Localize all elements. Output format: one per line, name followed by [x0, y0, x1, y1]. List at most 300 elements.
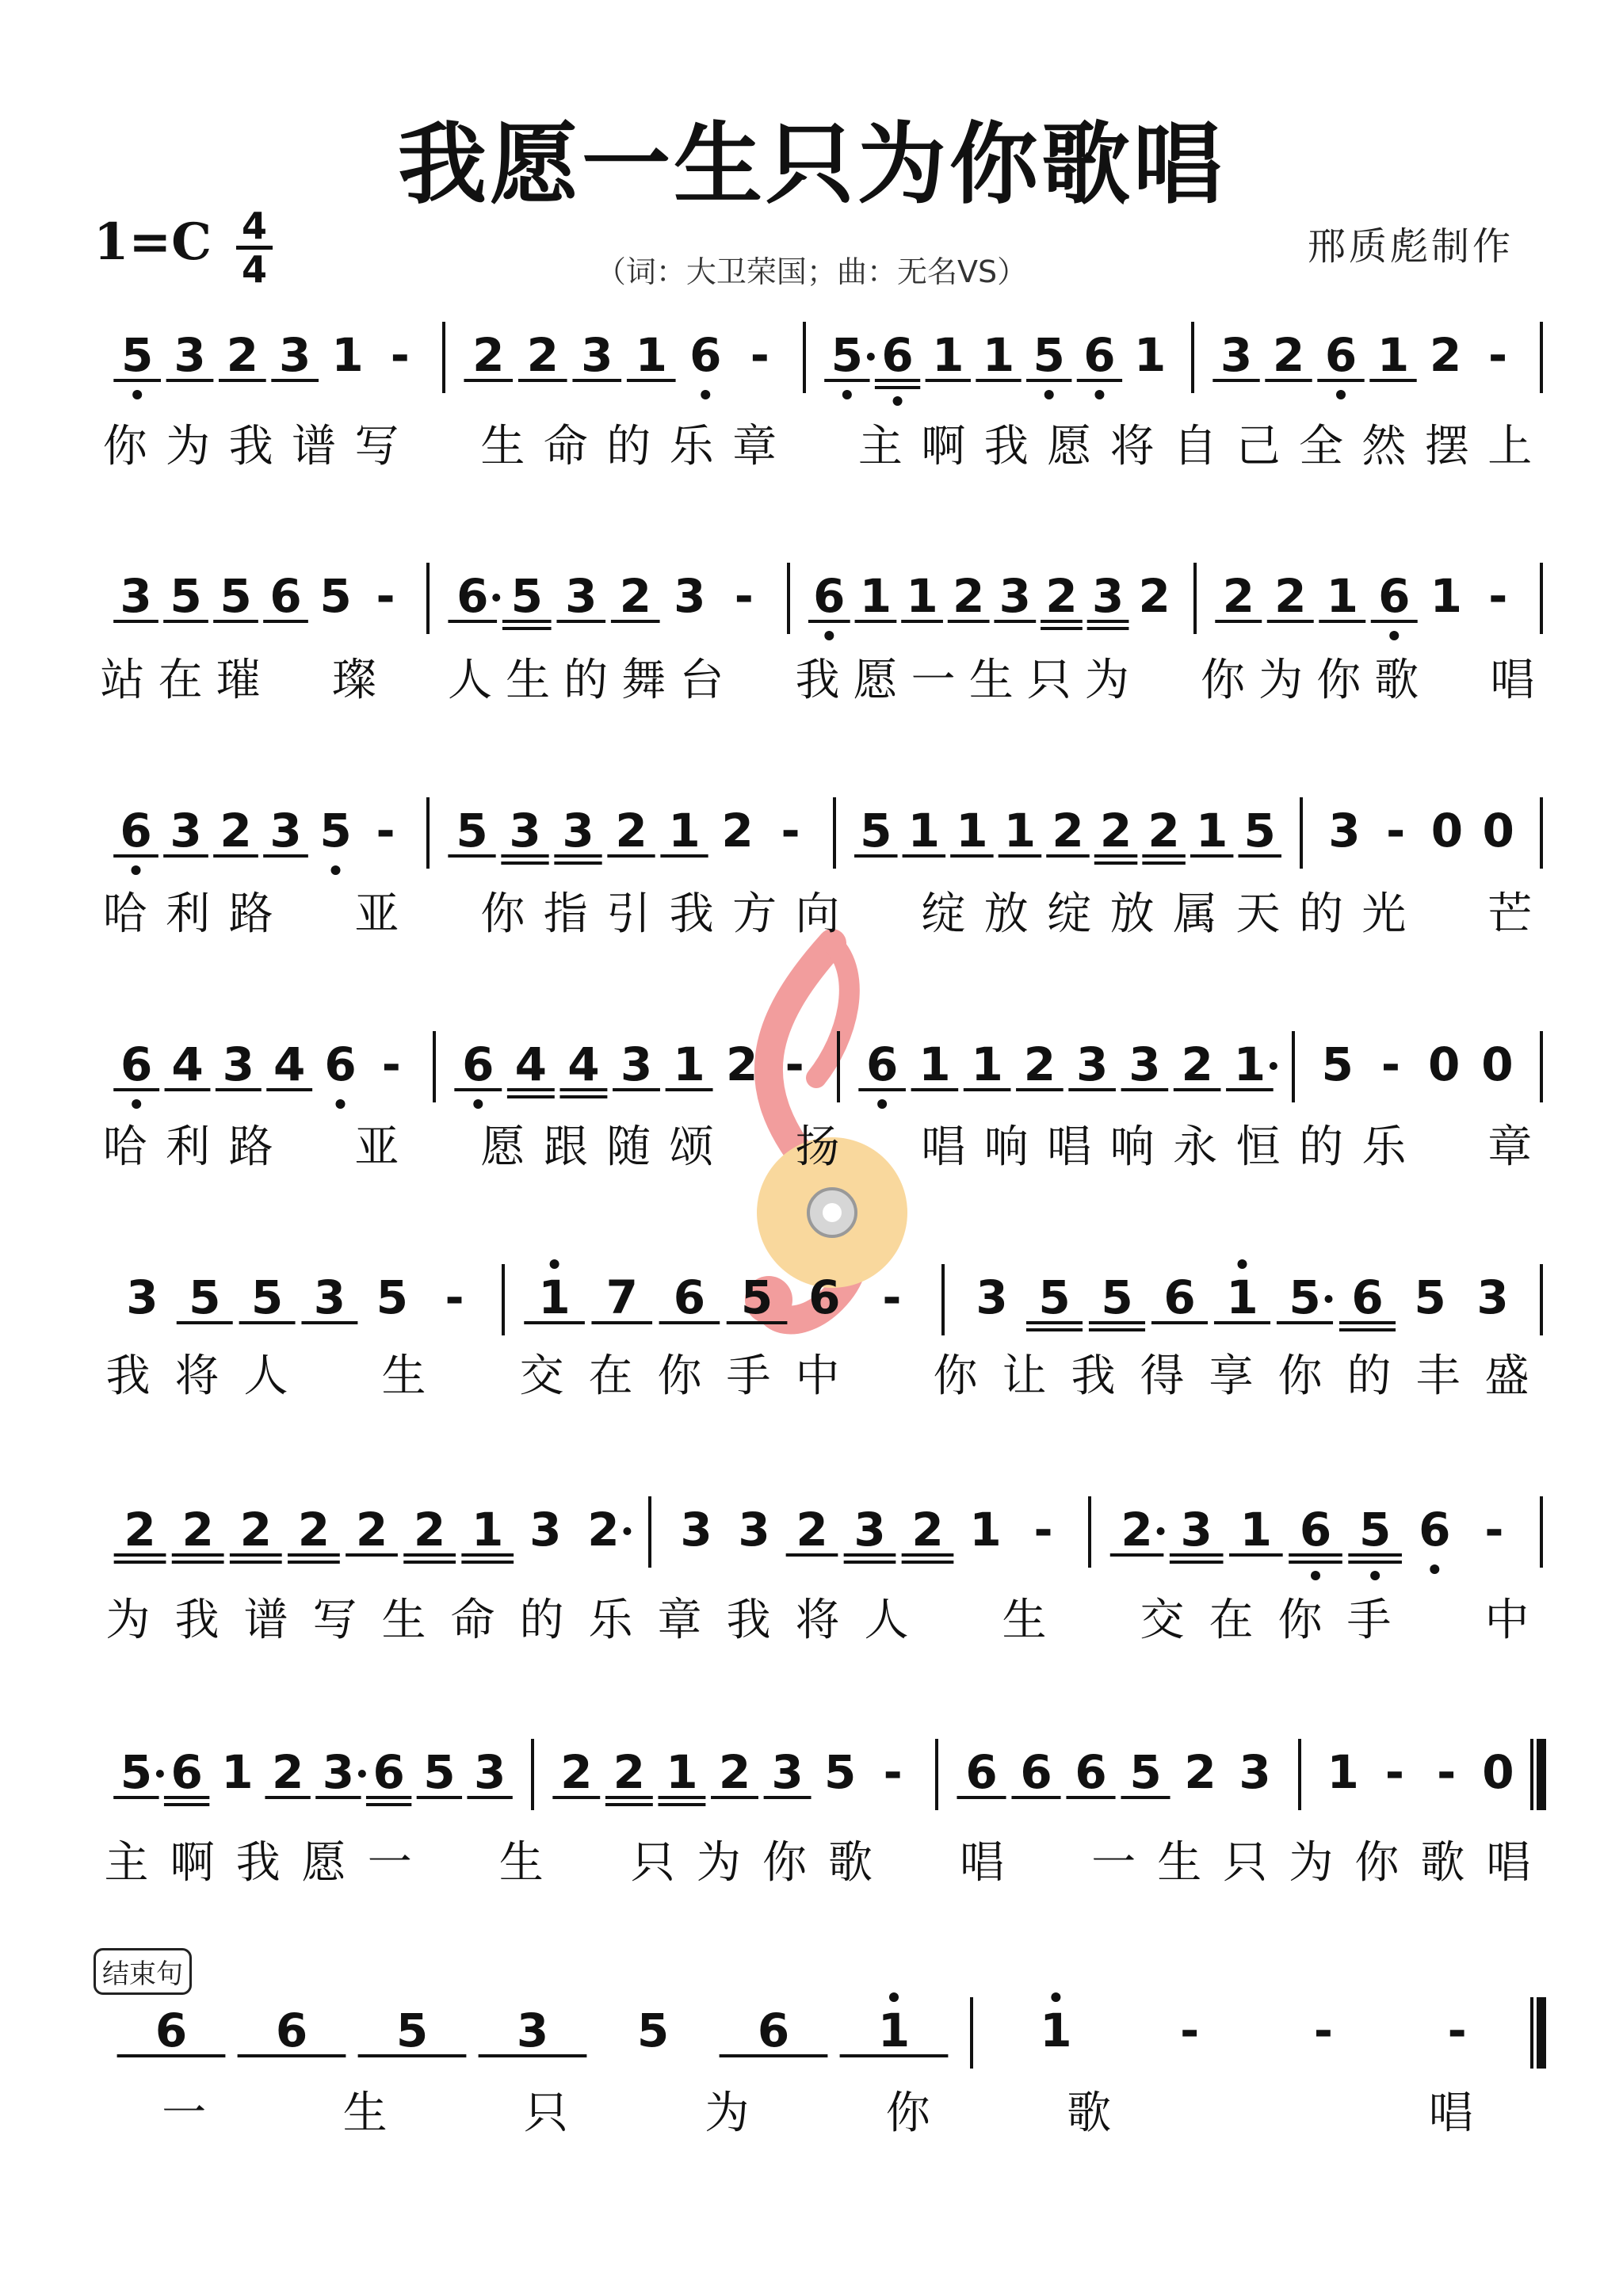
note: 6 [155, 2004, 188, 2057]
lyric-character: 哈 [102, 1121, 147, 1173]
lyric-character: 一 [162, 2088, 207, 2139]
note: - [376, 804, 395, 858]
augmentation-dot [156, 1770, 164, 1778]
lyric-character: 谱 [292, 421, 337, 472]
lyric-character: 唱 [1428, 2088, 1473, 2139]
note: 5 [1129, 1745, 1162, 1799]
lyric-character: 交 [519, 1350, 564, 1402]
lyric-character: 你 [1277, 1595, 1323, 1646]
lyric-character: 让 [1002, 1350, 1047, 1402]
lyric-character: 你 [480, 888, 525, 940]
augmentation-dot [1157, 1527, 1165, 1535]
lyric-character: 歌 [1374, 655, 1419, 706]
lyric-character: 自 [1173, 421, 1218, 472]
note: 3 [473, 1745, 506, 1799]
time-signature-top: 4 [241, 204, 267, 247]
note: 5 [1414, 1270, 1446, 1324]
lyric-character: 乐 [588, 1595, 633, 1646]
note: 6 [689, 328, 722, 382]
note: 5 [860, 804, 892, 858]
lyric-character: 方 [732, 888, 777, 940]
lyric-character: 你 [1201, 655, 1246, 706]
augmentation-dot [867, 353, 875, 361]
lyric-character: 乐 [1361, 1121, 1407, 1173]
lyric-character: 站 [100, 655, 145, 706]
note: 2 [1099, 804, 1132, 858]
note: 3 [126, 1270, 158, 1324]
lyric-character: 台 [679, 655, 724, 706]
lyric-character: 为 [1258, 655, 1304, 706]
low-octave-dot [1311, 1571, 1320, 1580]
note: - [390, 328, 410, 382]
note: 5 [120, 1745, 153, 1799]
lyric-character: 你 [933, 1350, 978, 1402]
note: 5 [423, 1745, 456, 1799]
note: 6 [324, 1037, 357, 1091]
note: 5 [823, 1745, 857, 1799]
note: 7 [605, 1270, 638, 1324]
lyric-character: 生 [968, 655, 1014, 706]
note: 1 [673, 1037, 705, 1091]
note: 5 [120, 328, 154, 382]
note: - [1487, 328, 1508, 382]
note: - [882, 1270, 902, 1324]
note: 6 [269, 569, 302, 623]
note: 6 [1299, 1503, 1332, 1557]
note: 1 [971, 1037, 1003, 1091]
lyric-character: 一 [911, 655, 956, 706]
note: 1 [1195, 804, 1228, 858]
note: 5 [319, 804, 352, 858]
low-octave-dot [331, 865, 341, 875]
note: 3 [562, 804, 594, 858]
credits-separator: ； [806, 254, 837, 289]
lyric-character: 路 [228, 1121, 273, 1173]
note: 2 [1222, 569, 1254, 623]
lyric-character: 我 [174, 1595, 220, 1646]
note: 2 [615, 804, 647, 858]
lyric-character: 乐 [669, 421, 714, 472]
note: 1 [969, 1503, 1002, 1557]
composer-label: 曲： [836, 254, 897, 289]
note: 2 [619, 569, 651, 623]
note: 2 [718, 1745, 751, 1799]
note: 3 [1128, 1037, 1161, 1091]
note: - [1386, 804, 1406, 858]
note: 6 [1378, 569, 1411, 623]
lyric-character: 永 [1173, 1121, 1218, 1173]
lyric-character: 只 [1026, 655, 1071, 706]
note: - [1447, 2004, 1467, 2057]
lyric-character: 章 [732, 421, 777, 472]
note: 6 [757, 2004, 790, 2057]
note: 2 [587, 1503, 620, 1557]
lyric-character: 主 [104, 1837, 149, 1889]
time-signature-bottom: 4 [241, 248, 267, 291]
note: 3 [278, 328, 311, 382]
lyric-character: 光 [1361, 888, 1407, 940]
note: 5 [220, 569, 252, 623]
note: 2 [226, 328, 259, 382]
lyric-character: 我 [669, 888, 714, 940]
low-octave-dot [877, 1099, 887, 1109]
lyric-character: 响 [1109, 1121, 1155, 1173]
lyric-character: 唱 [1490, 655, 1535, 706]
note: 3 [516, 2004, 549, 2057]
note: 0 [1427, 1037, 1461, 1091]
note: 2 [1121, 1503, 1153, 1557]
lyric-character: 你 [1277, 1350, 1323, 1402]
lyric-character: 人 [864, 1595, 909, 1646]
lyric-character: 璨 [331, 655, 376, 706]
note: - [1437, 1745, 1457, 1799]
note: 5 [1243, 804, 1276, 858]
note: 3 [529, 1503, 562, 1557]
lyric-character: 亚 [354, 1121, 399, 1173]
note: 1 [1239, 1503, 1273, 1557]
note: 3 [222, 1037, 255, 1091]
lyric-character: 愿 [301, 1837, 346, 1889]
note: 6 [1020, 1745, 1052, 1799]
note: 3 [738, 1503, 770, 1557]
note: 6 [462, 1037, 495, 1091]
credits-open: （ [595, 254, 626, 289]
note: 1 [668, 804, 701, 858]
lyric-character: 愿 [1047, 421, 1092, 472]
lyric-character: 唱 [960, 1837, 1005, 1889]
lyric-character: 我 [235, 1837, 281, 1889]
note: 2 [355, 1503, 388, 1557]
lyric-character: 将 [174, 1350, 220, 1402]
lyric-character: 只 [1223, 1837, 1268, 1889]
credits-close: ） [997, 254, 1028, 289]
note: 1 [331, 328, 364, 382]
note: 1 [1003, 804, 1037, 858]
note: 3 [1075, 1037, 1109, 1091]
lyric-character: 唱 [1486, 1837, 1531, 1889]
note: - [381, 1037, 401, 1091]
lyric-character: 写 [312, 1595, 357, 1646]
note: 5 [189, 1270, 221, 1324]
lyricist-label: 词： [625, 254, 686, 289]
low-octave-dot [842, 390, 852, 399]
note: 5 [636, 2004, 670, 2057]
note: 2 [526, 328, 559, 382]
note: 5 [456, 804, 488, 858]
low-octave-dot [473, 1099, 483, 1109]
lyric-character: 为 [696, 1837, 741, 1889]
lyric-character: 愿 [853, 655, 898, 706]
augmentation-dot [1270, 1062, 1277, 1070]
lyric-character: 然 [1361, 421, 1407, 472]
lyric-character: 绽 [1047, 888, 1092, 940]
lyric-character: 亚 [354, 888, 399, 940]
low-octave-dot [1389, 631, 1399, 640]
lyric-character: 你 [885, 2088, 930, 2139]
note: 5 [1038, 1270, 1071, 1324]
low-octave-dot [824, 631, 834, 640]
lyric-character: 交 [1140, 1595, 1185, 1646]
note: 3 [313, 1270, 346, 1324]
note: 6 [120, 804, 152, 858]
note: 3 [620, 1037, 653, 1091]
note: 3 [170, 804, 202, 858]
note: 5 [1321, 1037, 1354, 1091]
note: 5 [376, 1270, 408, 1324]
note: 3 [680, 1503, 712, 1557]
lyric-character: 颂 [669, 1121, 714, 1173]
lyric-character: 你 [102, 421, 147, 472]
lyric-character: 生 [480, 421, 525, 472]
lyric-character: 利 [166, 1121, 211, 1173]
note: - [1033, 1503, 1053, 1557]
lyric-character: 一 [367, 1837, 412, 1889]
note: 6 [456, 569, 489, 623]
lyric-character: 唱 [921, 1121, 966, 1173]
note: 1 [859, 569, 892, 623]
lyric-character: 引 [606, 888, 651, 940]
lyric-character: 舞 [621, 655, 666, 706]
note: 1 [666, 1745, 698, 1799]
lyric-character: 丰 [1415, 1350, 1461, 1402]
note: 3 [1220, 328, 1253, 382]
lyric-character: 绽 [921, 888, 966, 940]
lyric-character: 只 [523, 2088, 568, 2139]
note: 3 [674, 569, 706, 623]
note: 1 [221, 1745, 254, 1799]
note: 5 [319, 569, 352, 623]
lyric-character: 只 [630, 1837, 675, 1889]
note: 2 [472, 328, 505, 382]
note: 1 [635, 328, 667, 382]
high-octave-dot [550, 1259, 559, 1269]
note: - [1313, 2004, 1333, 2057]
note: 1 [1377, 328, 1410, 382]
lyric-character: 属 [1173, 888, 1218, 940]
note: 3 [976, 1270, 1008, 1324]
note: 3 [322, 1745, 355, 1799]
lyric-character: 在 [158, 655, 203, 706]
lyric-character: 章 [1487, 1121, 1533, 1173]
note: - [1484, 1503, 1504, 1557]
note: 0 [1482, 1745, 1514, 1799]
note: 1 [1430, 569, 1462, 623]
note: - [883, 1745, 903, 1799]
lyric-character: 的 [563, 655, 609, 706]
lyric-character: 愿 [480, 1121, 525, 1173]
note: 3 [999, 569, 1031, 623]
lyric-character: 的 [606, 421, 651, 472]
note: 3 [1476, 1270, 1509, 1324]
note: 1 [956, 804, 988, 858]
note: 6 [170, 1745, 203, 1799]
note: 3 [581, 328, 613, 382]
note: 1 [906, 569, 938, 623]
note: 6 [1163, 1270, 1196, 1324]
lyric-character: 璀 [216, 655, 261, 706]
note: 5 [250, 1270, 284, 1324]
lyric-character: 生 [1002, 1595, 1047, 1646]
note: 3 [1091, 569, 1125, 623]
note: 6 [1419, 1503, 1451, 1557]
note: 0 [1482, 804, 1514, 858]
low-octave-dot [1044, 390, 1054, 399]
note: 6 [120, 1037, 153, 1091]
arranger-credit: 邢质彪制作 [1308, 224, 1514, 269]
note: 1 [1133, 328, 1167, 382]
note: 2 [1184, 1745, 1216, 1799]
note: - [750, 328, 769, 382]
high-octave-dot [1051, 1992, 1060, 2002]
low-octave-dot [132, 1099, 141, 1109]
lyric-character: 利 [166, 888, 211, 940]
lyric-character: 命 [543, 421, 588, 472]
lyric-character: 歌 [1067, 2088, 1112, 2139]
note: 2 [181, 1503, 214, 1557]
lyric-character: 天 [1235, 888, 1281, 940]
augmentation-dot [358, 1770, 366, 1778]
note: 2 [1274, 569, 1307, 623]
note: 2 [1181, 1037, 1213, 1091]
augmentation-dot [1325, 1295, 1333, 1303]
high-octave-dot [889, 1992, 899, 2002]
lyric-character: 我 [983, 421, 1029, 472]
note: 5 [1358, 1503, 1392, 1557]
lyric-character: 摆 [1424, 421, 1469, 472]
note: - [1488, 569, 1508, 623]
lyric-character: 全 [1298, 421, 1343, 472]
note: 2 [1148, 804, 1180, 858]
note: 5 [1033, 328, 1065, 382]
note: 3 [120, 569, 152, 623]
note: 5 [831, 328, 864, 382]
note: - [734, 569, 754, 623]
note: 6 [275, 2004, 308, 2057]
note: 6 [881, 328, 914, 382]
lyric-character: 一 [1091, 1837, 1136, 1889]
note: 6 [1075, 1745, 1107, 1799]
note: 2 [721, 804, 754, 858]
note: 5 [740, 1270, 773, 1324]
lyric-character: 放 [983, 888, 1029, 940]
lyric-character: 我 [1071, 1350, 1116, 1402]
note: 2 [220, 804, 252, 858]
lyric-character: 为 [1289, 1837, 1334, 1889]
lyric-character: 我 [726, 1595, 771, 1646]
lyric-character: 将 [1109, 421, 1155, 472]
note: 3 [771, 1745, 804, 1799]
lyric-character: 为 [105, 1595, 151, 1646]
lyric-character: 生 [381, 1595, 426, 1646]
lyric-character: 谱 [243, 1595, 288, 1646]
lyric-character: 为 [166, 421, 211, 472]
note: 6 [1324, 328, 1358, 382]
lyric-character: 中 [795, 1350, 840, 1402]
note: 2 [1138, 569, 1170, 623]
lyric-character: 生 [506, 655, 551, 706]
lyric-character: 为 [1084, 655, 1129, 706]
low-octave-dot [1370, 1571, 1380, 1580]
note: 1 [1233, 1037, 1266, 1091]
note: 1 [907, 804, 941, 858]
note: 3 [854, 1503, 886, 1557]
lyric-character: 章 [657, 1595, 702, 1646]
lyric-character: 主 [857, 421, 903, 472]
note: 6 [808, 1270, 841, 1324]
lyric-character: 随 [606, 1121, 651, 1173]
note: - [781, 804, 800, 858]
low-octave-dot [701, 390, 710, 399]
note: 0 [1430, 804, 1464, 858]
note: 4 [171, 1037, 204, 1091]
composer: 无名VS [896, 254, 998, 289]
note: 1 [1040, 2004, 1072, 2057]
lyric-character: 盛 [1484, 1350, 1529, 1402]
note: 6 [673, 1270, 706, 1324]
lyric-character: 我 [795, 655, 840, 706]
lyric-character: 向 [795, 888, 840, 940]
note: 1 [472, 1503, 504, 1557]
note: 5 [170, 569, 202, 623]
note: 3 [565, 569, 598, 623]
lyric-character: 生 [498, 1837, 544, 1889]
lyric-character: 享 [1209, 1350, 1254, 1402]
key-signature: 1=C [94, 212, 212, 272]
note: 1 [1326, 569, 1358, 623]
low-octave-dot [132, 865, 141, 875]
note: - [445, 1270, 464, 1324]
note: - [1180, 2004, 1200, 2057]
note: 2 [725, 1037, 758, 1091]
lyric-character: 唱 [1047, 1121, 1092, 1173]
lyric-character: 啊 [170, 1837, 215, 1889]
high-octave-dot [1238, 1259, 1247, 1269]
note: 2 [953, 569, 985, 623]
lyric-character: 歌 [828, 1837, 873, 1889]
low-octave-dot [1430, 1564, 1439, 1574]
lyric-character: 扬 [795, 1121, 840, 1173]
lyric-character: 恒 [1235, 1121, 1281, 1173]
lyric-character: 的 [1346, 1350, 1392, 1402]
note: 2 [613, 1745, 646, 1799]
low-octave-dot [132, 390, 142, 399]
lyric-character: 我 [228, 421, 273, 472]
lyricist: 大卫荣国 [685, 254, 807, 289]
note: 2 [239, 1503, 272, 1557]
song-title: 我愿一生只为你歌唱 [398, 113, 1225, 216]
note: 2 [796, 1503, 828, 1557]
note: - [785, 1037, 804, 1091]
note: 3 [1239, 1745, 1271, 1799]
lyric-character: 你 [1316, 655, 1361, 706]
note: 3 [1180, 1503, 1212, 1557]
note: 2 [271, 1745, 304, 1799]
note: 1 [538, 1270, 571, 1324]
note: 1 [982, 328, 1015, 382]
lyric-character: 你 [1354, 1837, 1400, 1889]
lyric-character: 为 [705, 2088, 750, 2139]
lyric-character: 跟 [543, 1121, 588, 1173]
augmentation-dot [492, 594, 500, 602]
note: 6 [865, 1037, 899, 1091]
lyric-character: 写 [354, 421, 399, 472]
note: 3 [174, 328, 206, 382]
note: 4 [567, 1037, 600, 1091]
lyric-character: 手 [1346, 1595, 1392, 1646]
low-octave-dot [1336, 390, 1346, 399]
lyric-character: 上 [1487, 421, 1533, 472]
note: 6 [1083, 328, 1116, 382]
